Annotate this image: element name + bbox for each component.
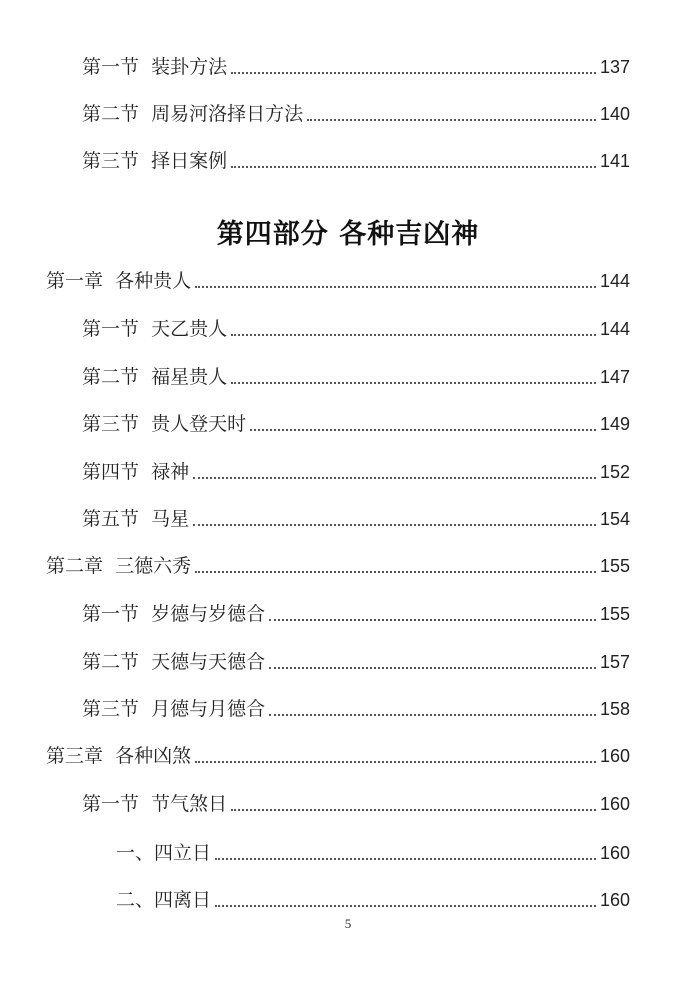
toc-entry-chapter bbox=[46, 741, 630, 771]
toc-entry-page: 155 bbox=[599, 556, 630, 576]
toc-entry-label: 第四节 禄神 bbox=[82, 461, 190, 483]
toc-entry-section bbox=[82, 789, 630, 819]
toc-entry-label: 第三节 贵人登天时 bbox=[82, 413, 247, 435]
toc-entry-page: 149 bbox=[599, 414, 630, 434]
toc-entry-section bbox=[82, 99, 630, 129]
toc-dot-leader bbox=[195, 571, 596, 573]
toc-entry-section bbox=[82, 362, 630, 392]
toc-dot-leader bbox=[215, 858, 596, 860]
toc-dot-leader bbox=[269, 667, 596, 669]
toc-entry-label: 第三节 择日案例 bbox=[82, 150, 228, 172]
toc-entry-page: 137 bbox=[599, 57, 630, 77]
toc-entry-page: 160 bbox=[599, 794, 630, 814]
toc-dot-leader bbox=[231, 72, 596, 74]
toc-entry-page: 154 bbox=[599, 509, 630, 529]
toc-dot-leader bbox=[269, 714, 596, 716]
toc-dot-leader bbox=[231, 382, 596, 384]
toc-entry-section bbox=[82, 504, 630, 534]
toc-dot-leader bbox=[307, 119, 596, 121]
toc-dot-leader bbox=[250, 429, 596, 431]
toc-dot-leader bbox=[193, 524, 596, 526]
toc-dot-leader bbox=[231, 809, 596, 811]
toc-entry-section bbox=[82, 409, 630, 439]
toc-entry-label: 第二节 周易河洛择日方法 bbox=[82, 103, 304, 125]
toc-entry-page: 160 bbox=[599, 890, 630, 910]
toc-dot-leader bbox=[231, 334, 596, 336]
toc-entry-page: 152 bbox=[599, 462, 630, 482]
toc-entry-label: 第三章 各种凶煞 bbox=[46, 745, 192, 767]
toc-dot-leader bbox=[195, 286, 596, 288]
toc-entry-label: 二、四离日 bbox=[116, 889, 212, 911]
toc-entry-page: 147 bbox=[599, 367, 630, 387]
toc-entry-label: 一、四立日 bbox=[116, 842, 212, 864]
toc-dot-leader bbox=[231, 166, 596, 168]
page-number: 5 bbox=[344, 916, 352, 931]
toc-entry-chapter bbox=[46, 266, 630, 296]
toc-entry-label: 第一节 天乙贵人 bbox=[82, 318, 228, 340]
toc-dot-leader bbox=[195, 761, 596, 763]
toc-entry-section bbox=[82, 694, 630, 724]
toc-entry-section bbox=[82, 146, 630, 176]
toc-entry-label: 第二章 三德六秀 bbox=[46, 555, 192, 577]
toc-entry-page: 144 bbox=[599, 271, 630, 291]
toc-entry-page: 158 bbox=[599, 699, 630, 719]
toc-dot-leader bbox=[193, 477, 596, 479]
toc-entry-label: 第二节 福星贵人 bbox=[82, 366, 228, 388]
toc-entry-label: 第二节 天德与天德合 bbox=[82, 651, 266, 673]
toc-entry-page: 160 bbox=[599, 746, 630, 766]
part-title: 第四部分 各种吉凶神 bbox=[216, 219, 480, 250]
toc-entry-page: 141 bbox=[599, 151, 630, 171]
toc-entry-item bbox=[116, 885, 630, 915]
toc-dot-leader bbox=[269, 619, 596, 621]
toc-entry-item bbox=[116, 838, 630, 868]
toc-entry-label: 第一章 各种贵人 bbox=[46, 270, 192, 292]
toc-entry-page: 144 bbox=[599, 319, 630, 339]
toc-entry-label: 第一节 节气煞日 bbox=[82, 793, 228, 815]
toc-entry-section bbox=[82, 457, 630, 487]
toc-entry-page: 157 bbox=[599, 652, 630, 672]
toc-entry-chapter bbox=[46, 551, 630, 581]
toc-entry-label: 第五节 马星 bbox=[82, 508, 190, 530]
toc-entry-section bbox=[82, 647, 630, 677]
toc-entry-page: 160 bbox=[599, 843, 630, 863]
toc-entry-label: 第一节 岁德与岁德合 bbox=[82, 603, 266, 625]
toc-entry-label: 第三节 月德与月德合 bbox=[82, 698, 266, 720]
toc-entry-page: 155 bbox=[599, 604, 630, 624]
toc-entry-section bbox=[82, 599, 630, 629]
toc-dot-leader bbox=[215, 905, 596, 907]
toc-entry-label: 第一节 装卦方法 bbox=[82, 56, 228, 78]
toc-entry-page: 140 bbox=[599, 104, 630, 124]
toc-entry-section bbox=[82, 52, 630, 82]
toc-entry-section bbox=[82, 314, 630, 344]
